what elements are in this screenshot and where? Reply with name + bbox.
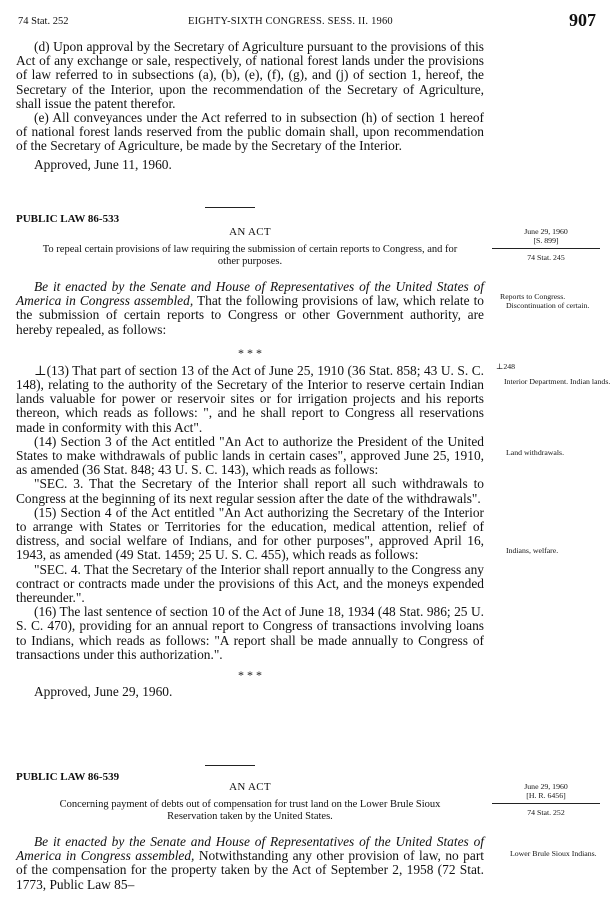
omission-stars-2: * * * [238,668,262,683]
running-header [18,10,600,34]
paragraph-16: (16) The last sentence of section 10 of the Act of June 18, 1934 (48 Stat. 986; 25 U. S. C. 470), providing for an annual report to Congress of transactions involving loans to Indians, which reads as follows: "A report shall be made annually to Congress of transactions under this authorization.". [16,604,484,662]
margin-note-page-break: ⊥248 [496,362,516,371]
margin-approval-date-2: June 29, 1960 [524,782,568,791]
paragraph-14-quote: "SEC. 3. That the Secretary of the Interior shall report all such withdrawals to Congress at the beginning of its next regular session after the date of the withdrawals". [16,476,484,506]
act-heading: AN ACT [229,226,271,238]
margin-note-interior: Interior Department. Indian lands. [504,377,611,386]
enacting-clause [16,280,484,337]
margin-bill-number-2: [H. R. 6456] [526,791,566,800]
margin-note-dates-2 [492,782,600,817]
approval-line-1: Approved, June 11, 1960. [34,156,172,172]
margin-bill-number: [S. 899] [533,236,559,245]
header-congress-session: EIGHTY-SIXTH CONGRESS. SESS. II. 1960 [188,16,393,27]
omission-stars: * * * [238,345,262,360]
enacting-words: Be it enacted by the Senate and House of Representatives of the United States of America in Congress assembled, [16,279,484,309]
act-heading-2: AN ACT [229,781,271,793]
act-86-539 [16,781,484,892]
margin-note-withdrawals: Land withdrawals. [506,448,565,457]
enacting-words-2: Be it enacted by the Senate and House of Representatives of the United States of America in Congress assembled, [16,834,484,864]
paragraph-15-quote: "SEC. 4. That the Secretary of the Interior shall report annually to the Congress any contract or contracts made under the provisions of this Act, and the moneys expended thereunder.". [16,561,484,606]
margin-note-dates-1 [492,227,600,262]
section-continuation [16,40,484,172]
act-title-2: Concerning payment of debts out of compensation for trust land on the Lower Brule Sioux Reservation taken by the United States. [59,799,441,822]
divider-rule [205,207,255,208]
approval-line-2: Approved, June 29, 1960. [34,684,173,700]
act-86-533 [16,226,484,699]
public-law-label-86-539: PUBLIC LAW 86-539 [16,771,120,783]
paragraph-14: (14) Section 3 of the Act entitled "An Act to authorize the President of the United States to make withdrawals of public lands in certain cases", approved June 25, 1910, as amended (36 Stat. 848; 43 U. S. C. 143), which reads as follows: [16,433,484,478]
enacting-text-2: Notwithstanding any other provision of law, no part of the compensation for the property taken by the Act of September 2, 1958 (72 Stat. 1773, Public Law 85– [16,848,484,892]
margin-stat-ref-2: 74 Stat. 252 [492,803,600,817]
paragraph-15: (15) Section 4 of the Act entitled "An Act authorizing the Secretary of the Interior to arrange with States or Territories for the education, medical attention, relief of distress, and social welfare of Indians, and for other purposes", approved April 16, 1943, as amended (49 Stat. 1459; 25 U. S. C. 455), which reads as follows: [16,504,484,563]
paragraph-13: ⊥(13) That part of section 13 of the Act of June 25, 1910 (36 Stat. 858; 43 U. S. C. 148), relating to the authority of the Secretary of the Interior to reserve certain Indian lands valuable for power or reservoir sites or for irrigation projects and his reports thereon, which reads as follows: ", and he shall report to Congress all reservations made in conformity with this Act". [16,362,484,435]
paragraph-d: (d) Upon approval by the Secretary of Agriculture pursuant to the provisions of this Act of any exchange or sale, respectively, of national forest lands under the provisions of law referred to in subsections (a), (b), (e), (f), (g), and (j) of section 1, hereof, the Secretary of the Interior, upon the recommendation of the Secretary of Agriculture, shall issue the patent therefor. [16,39,484,111]
margin-stat-ref: 74 Stat. 245 [492,248,600,262]
page-number: 907 [569,10,596,30]
enacting-clause-2 [16,835,484,892]
paragraph-e: (e) All conveyances under the Act referred to in subsection (h) of section 1 hereof of national forest lands reserved from the public domain shall, upon recommendation of the Secretary of Agriculture, be made by the Secretary of the Interior. [16,110,484,154]
margin-note-reports: Reports to Congress. Discontinuation of certain. [500,292,590,310]
public-law-label-86-533: PUBLIC LAW 86-533 [16,213,120,225]
margin-note-welfare: Indians, welfare. [506,546,559,555]
act-title: To repeal certain provisions of law requiring the submission of certain reports to Congress, and for other purposes. [42,244,458,267]
margin-approval-date: June 29, 1960 [524,227,568,236]
enacting-text: That the following provisions of law, which relate to the submission of certain reports to Congress or other Government authority, are hereby repealed, as follows: [16,293,484,337]
margin-note-lower-brule: Lower Brule Sioux Indians. [510,849,597,858]
divider-rule-2 [205,765,255,766]
header-stat-citation: 74 Stat. 252 [18,16,69,27]
